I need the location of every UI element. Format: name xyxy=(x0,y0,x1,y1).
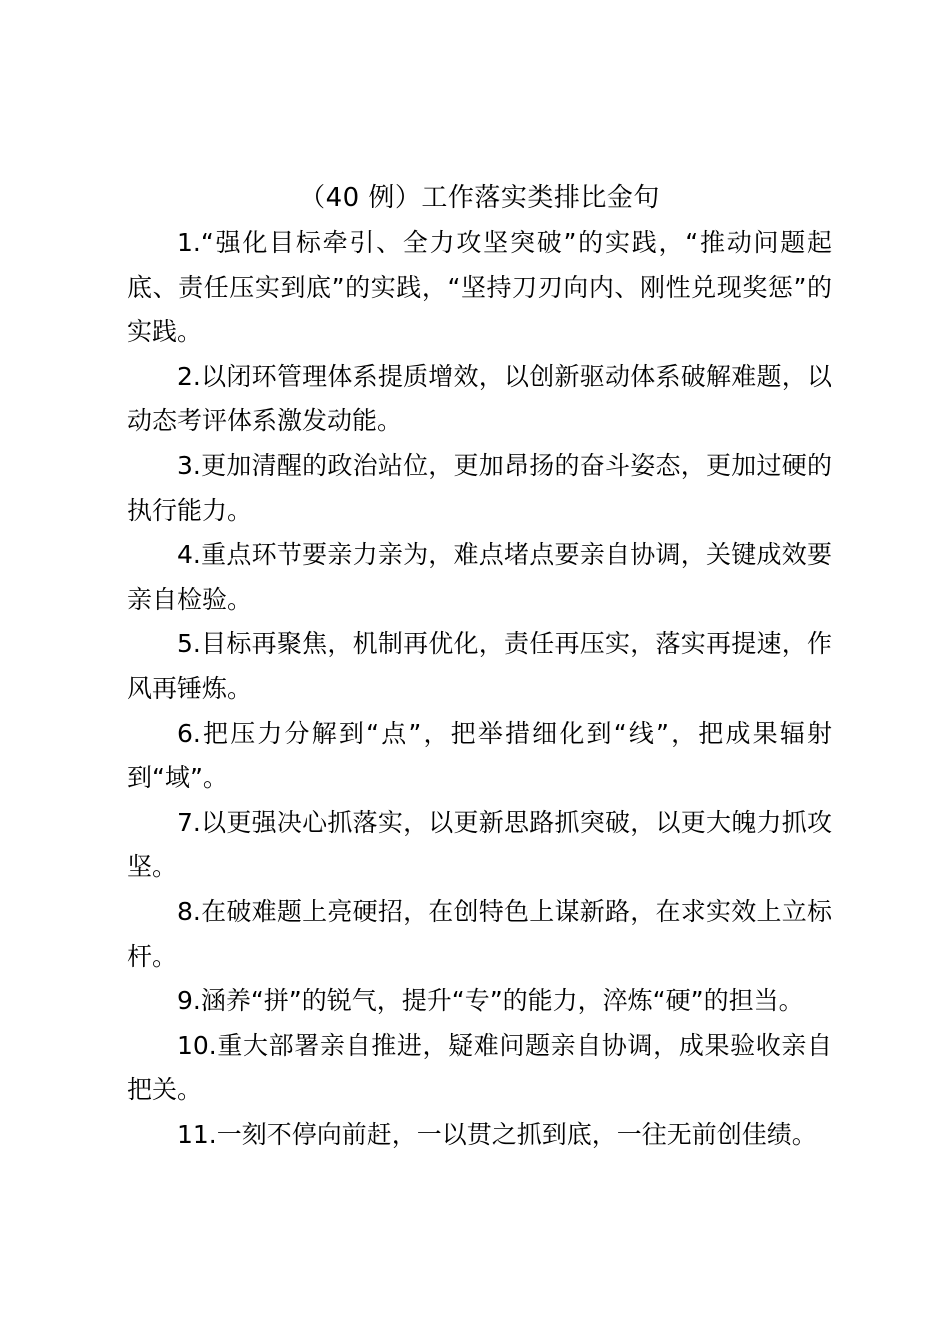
paragraph: 2.以闭环管理体系提质增效，以创新驱动体系破解难题，以动态考评体系激发动能。 xyxy=(127,361,832,436)
paragraph: 7.以更强决心抓落实，以更新思路抓突破，以更大魄力抓攻坚。 xyxy=(127,807,832,882)
paragraph: 9.涵养“拼”的锐气，提升“专”的能力，淬炼“硬”的担当。 xyxy=(177,986,804,1016)
paragraph-list xyxy=(127,221,832,1157)
paragraph: 5.目标再聚焦，机制再优化，责任再压实，落实再提速，作风再锤炼。 xyxy=(127,629,832,703)
paragraph: 10.重大部署亲自推进，疑难问题亲自协调，成果验收亲自把关。 xyxy=(127,1030,832,1105)
document-page xyxy=(127,176,832,1157)
document-title: （40 例）工作落实类排比金句 xyxy=(299,183,660,213)
paragraph: 3.更加清醒的政治站位，更加昂扬的奋斗姿态，更加过硬的执行能力。 xyxy=(127,450,832,525)
paragraph: 1.“强化目标牵引、全力攻坚突破”的实践，“推动问题起底、责任压实到底”的实践，“坚持刀刃向内、刚性兑现奖惩”的实践。 xyxy=(127,228,832,347)
paragraph: 4.重点环节要亲力亲为，难点堵点要亲自协调，关键成效要亲自检验。 xyxy=(127,540,832,614)
paragraph: 11.一刻不停向前赶，一以贯之抓到底，一往无前创佳绩。 xyxy=(177,1119,817,1149)
paragraph: 6.把压力分解到“点”，把举措细化到“线”，把成果辐射到“域”。 xyxy=(127,718,832,793)
paragraph: 8.在破难题上亮硬招，在创特色上谋新路，在求实效上立标杆。 xyxy=(127,896,832,971)
